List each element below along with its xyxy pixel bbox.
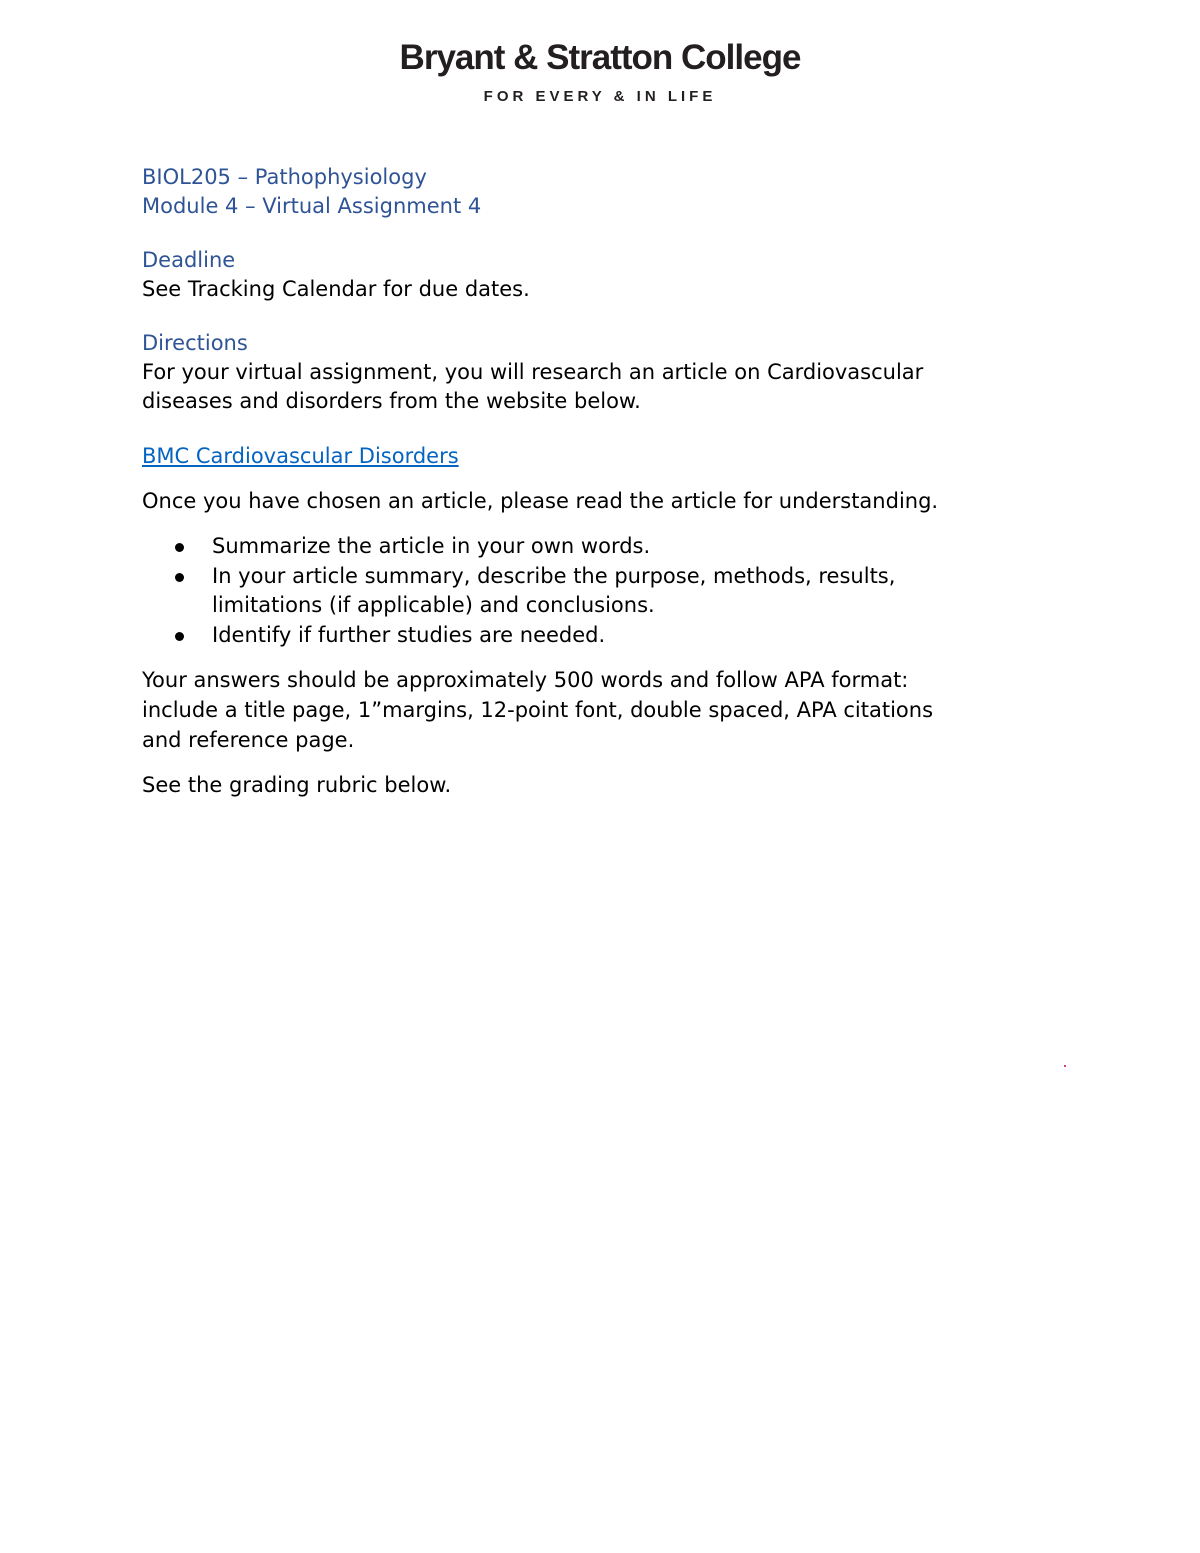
list-item-continuation [142,591,1062,621]
directions-line-2: diseases and disorders from the website below. [142,389,641,413]
logo-name: Bryant & Stratton College [399,38,801,77]
document-body [142,163,1062,800]
bullet-text: Identify if further studies are needed. [212,622,606,647]
bmc-cardiovascular-disorders-link[interactable]: BMC Cardiovascular Disorders [142,444,459,468]
stray-mark [1064,1065,1066,1067]
deadline-text: See Tracking Calendar for due dates. [142,277,530,301]
instructions-intro: Once you have chosen an article, please read the article for understanding. [142,489,939,513]
directions-heading: Directions [142,331,248,355]
deadline-heading: Deadline [142,248,236,272]
format-line-1: Your answers should be approximately 500 words and follow APA format: [142,668,909,692]
bullet-text: Summarize the article in your own words. [212,534,651,558]
list-item [142,621,1062,651]
bullet-icon [175,543,184,552]
rubric-note: See the grading rubric below. [142,773,452,797]
college-logo [0,36,1200,106]
course-title: BIOL205 – Pathophysiology [142,165,427,189]
bullet-icon [175,573,184,582]
format-line-3: and reference page. [142,728,355,752]
bullet-icon [175,632,184,641]
logo-tagline: FOR EVERY & IN LIFE [483,88,717,105]
module-title: Module 4 – Virtual Assignment 4 [142,194,482,218]
list-item [142,532,1062,562]
format-line-2: include a title page, 1”margins, 12-point font, double spaced, APA citations [142,698,934,722]
list-item [142,562,1062,592]
instruction-bullets [142,532,1062,650]
directions-line-1: For your virtual assignment, you will research an article on Cardiovascular [142,360,924,384]
bullet-text: In your article summary, describe the purpose, methods, results, [212,563,896,588]
bullet-text: limitations (if applicable) and conclusions. [212,593,655,617]
